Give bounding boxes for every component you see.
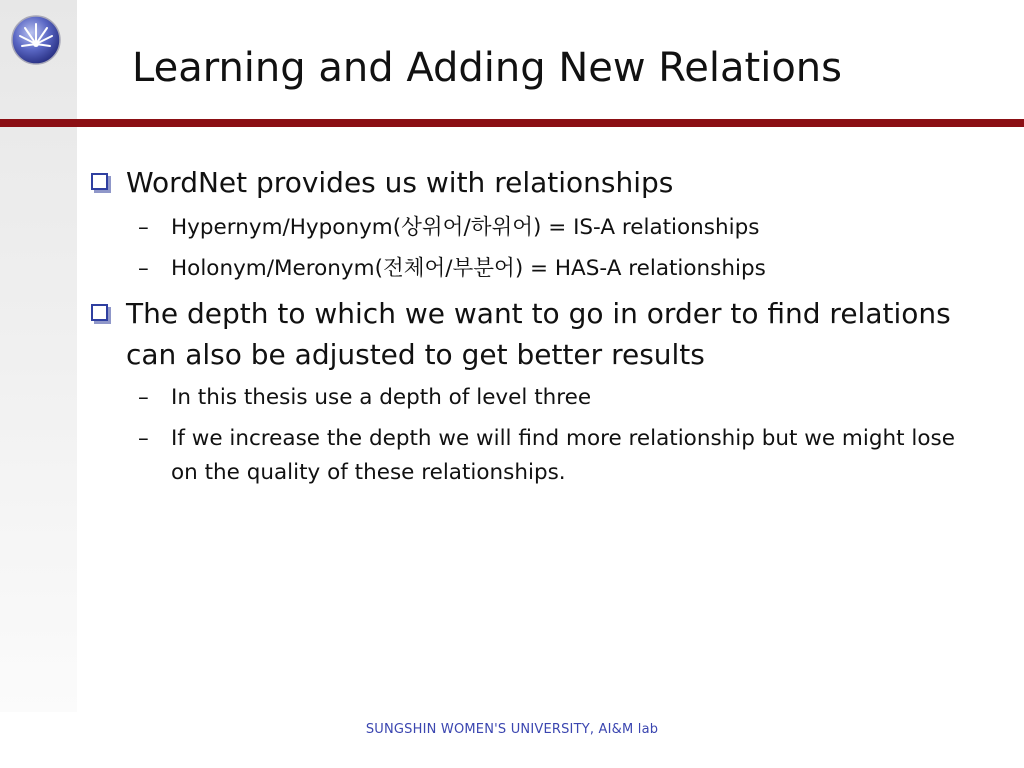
bullet-item: [88, 162, 968, 203]
sub-bullet-item: [88, 381, 968, 415]
checkbox-bullet-icon: [91, 173, 108, 190]
title-divider: [0, 119, 1024, 127]
dash-bullet: –: [138, 256, 149, 281]
dash-bullet: –: [138, 426, 149, 451]
slide-content: [88, 162, 968, 490]
checkbox-bullet-icon: [91, 304, 108, 321]
dash-bullet: –: [138, 215, 149, 240]
slide-title: Learning and Adding New Relations: [132, 45, 842, 91]
bullet-text: The depth to which we want to go in order to find relations can also be adjusted to get better results: [126, 297, 951, 371]
sub-bullet-text: If we increase the depth we will find more relationship but we might lose on the quality of these relationships.: [171, 426, 955, 485]
sub-bullet-item: [88, 211, 968, 245]
sub-bullet-text: In this thesis use a depth of level three: [171, 385, 592, 410]
university-emblem-icon: [10, 14, 62, 66]
sub-bullet-item: [88, 422, 968, 490]
bullet-text: WordNet provides us with relationships: [126, 166, 674, 199]
dash-bullet: –: [138, 385, 149, 410]
sub-bullet-text: Hypernym/Hyponym(상위어/하위어) = IS-A relationships: [171, 215, 760, 240]
bullet-item: [88, 293, 968, 375]
sub-bullet-text: Holonym/Meronym(전체어/부분어) = HAS-A relationships: [171, 256, 766, 281]
sub-bullet-item: [88, 252, 968, 286]
slide-footer: SUNGSHIN WOMEN'S UNIVERSITY, AI&M lab: [365, 722, 659, 737]
slide-sidebar: [0, 0, 77, 712]
